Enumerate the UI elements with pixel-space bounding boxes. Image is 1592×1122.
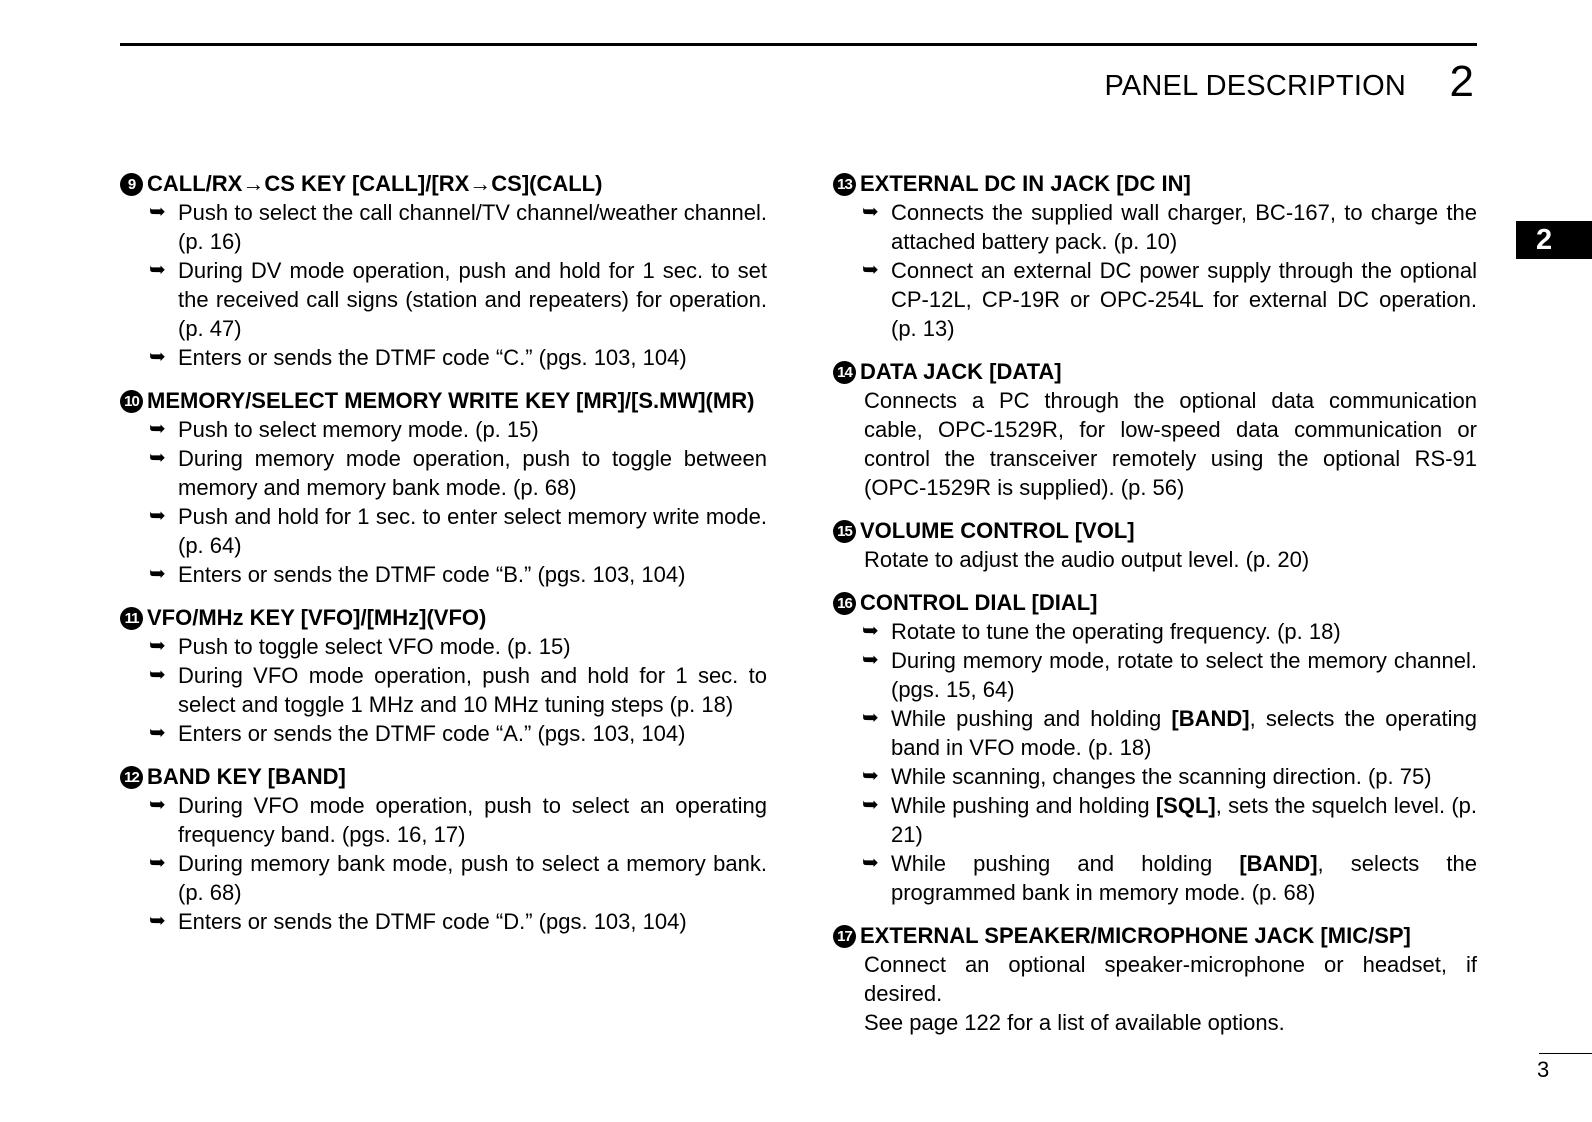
bullet-item xyxy=(833,617,1477,646)
bullet-item xyxy=(833,198,1477,256)
bullet-text: Enters or sends the DTMF code “A.” (pgs. 103, 104) xyxy=(178,721,686,746)
bullet-text: While pushing and holding xyxy=(891,793,1156,818)
bullet-item xyxy=(833,704,1477,762)
bullet-item xyxy=(120,343,767,372)
bullet-text: Enters or sends the DTMF code “B.” (pgs. 103, 104) xyxy=(178,562,686,587)
left-column xyxy=(120,169,767,950)
bullet-text: During memory bank mode, push to select a memory bank. (p. 68) xyxy=(178,851,767,905)
bullet-text: Push and hold for 1 sec. to enter select memory write mode. (p. 64) xyxy=(178,504,767,558)
section-band-key xyxy=(120,762,767,936)
bullet-text: , selects the programmed bank in memory mode. (p. 68) xyxy=(891,851,1478,905)
bullet-item xyxy=(833,646,1477,704)
bullet-item xyxy=(120,415,767,444)
bullet-item xyxy=(833,849,1477,907)
arrow-icon: ➥ xyxy=(862,259,879,281)
section-title: VFO/MHz KEY [VFO]/[MHz](VFO) xyxy=(147,605,487,630)
bullet-text: During memory mode operation, push to toggle between memory and memory bank mode. (p. 68) xyxy=(178,446,767,500)
section-title: EXTERNAL DC IN JACK [DC IN] xyxy=(860,171,1191,196)
section-heading xyxy=(833,921,1477,950)
bullet-item xyxy=(120,256,767,343)
section-title: PANEL DESCRIPTION xyxy=(1104,70,1406,102)
arrow-icon: ➥ xyxy=(149,635,166,657)
bullet-text: Rotate to tune the operating frequency. (p. 18) xyxy=(891,619,1341,644)
paragraph: Rotate to adjust the audio output level. (p. 20) xyxy=(864,547,1310,572)
arrow-icon: ➥ xyxy=(149,563,166,585)
section-title: CONTROL DIAL [DIAL] xyxy=(860,590,1098,615)
bullet-text: During DV mode operation, push and hold for 1 sec. to set the received call signs (station and repeaters) for operation. (p. 47) xyxy=(178,258,767,341)
bullet-text: During VFO mode operation, push to select an operating frequency band. (pgs. 16, 17) xyxy=(178,793,767,847)
section-dc-in-jack xyxy=(833,169,1477,343)
bullet-text: , sets the squelch level. (p. 21) xyxy=(891,793,1478,847)
bullet-item xyxy=(120,907,767,936)
arrow-icon: ➥ xyxy=(149,505,166,527)
section-title: EXTERNAL SPEAKER/MICROPHONE JACK [MIC/SP] xyxy=(860,923,1411,948)
section-control-dial xyxy=(833,588,1477,907)
arrow-icon: ➥ xyxy=(149,852,166,874)
bullet-item xyxy=(120,444,767,502)
paragraph: Connect an optional speaker-microphone or headset, if desired. xyxy=(864,952,1477,1006)
top-rule xyxy=(120,43,1477,46)
item-number-badge: 10 xyxy=(120,390,143,413)
section-call-key xyxy=(120,169,767,372)
arrow-icon: ➥ xyxy=(149,794,166,816)
arrow-icon: ➥ xyxy=(149,259,166,281)
bullet-text: While pushing and holding xyxy=(891,851,1240,876)
bullet-item xyxy=(120,560,767,589)
bullet-item xyxy=(120,502,767,560)
bullet-text: Connect an external DC power supply through the optional CP-12L, CP-19R or OPC-254L for external DC operation. (p. 13) xyxy=(891,258,1477,341)
arrow-icon: ➥ xyxy=(149,346,166,368)
section-heading xyxy=(833,357,1477,386)
arrow-icon: ➥ xyxy=(862,201,879,223)
bullet-item xyxy=(120,661,767,719)
bullet-item xyxy=(833,762,1477,791)
item-number-badge: 16 xyxy=(833,592,856,615)
bullet-text: Enters or sends the DTMF code “C.” (pgs. 103, 104) xyxy=(178,345,687,370)
arrow-icon: ➥ xyxy=(149,722,166,744)
bullet-item xyxy=(120,198,767,256)
section-mic-sp-jack xyxy=(833,921,1477,1037)
bullet-text: Enters or sends the DTMF code “D.” (pgs. 103, 104) xyxy=(178,909,687,934)
section-title: DATA JACK [DATA] xyxy=(860,359,1062,384)
section-heading xyxy=(120,762,767,791)
bullet-item xyxy=(120,719,767,748)
page-number: 3 xyxy=(1537,1057,1550,1082)
section-title: VOLUME CONTROL [VOL] xyxy=(860,518,1135,543)
arrow-icon: ➥ xyxy=(862,620,879,642)
section-heading xyxy=(120,603,767,632)
chapter-tab: 2 xyxy=(1516,221,1592,259)
section-heading xyxy=(120,169,767,198)
chapter-number: 2 xyxy=(1449,57,1474,106)
paragraph: See page 122 for a list of available options. xyxy=(864,1010,1285,1035)
section-heading xyxy=(120,386,767,415)
key-label: [SQL] xyxy=(1155,793,1216,818)
section-heading xyxy=(833,169,1477,198)
arrow-icon: ➥ xyxy=(862,707,879,729)
key-label: [BAND] xyxy=(1171,706,1250,731)
item-number-badge: 14 xyxy=(833,361,856,384)
section-volume-control xyxy=(833,516,1477,574)
section-heading xyxy=(833,588,1477,617)
bullet-item xyxy=(120,632,767,661)
bullet-text: Connects the supplied wall charger, BC-167, to charge the attached battery pack. (p. 10) xyxy=(891,200,1477,254)
item-number-badge: 12 xyxy=(120,766,143,789)
bullet-item xyxy=(120,791,767,849)
item-number-badge: 13 xyxy=(833,173,856,196)
section-heading xyxy=(833,516,1477,545)
arrow-icon: ➥ xyxy=(149,418,166,440)
bullet-text: While scanning, changes the scanning direction. (p. 75) xyxy=(891,764,1432,789)
arrow-icon: ➥ xyxy=(149,910,166,932)
bullet-text: , selects the operating band in VFO mode. (p. 18) xyxy=(891,706,1477,760)
bullet-item xyxy=(120,849,767,907)
bullet-text: During memory mode, rotate to select the memory channel. (pgs. 15, 64) xyxy=(891,648,1477,702)
arrow-icon: ➥ xyxy=(149,664,166,686)
section-data-jack xyxy=(833,357,1477,502)
item-number-badge: 17 xyxy=(833,925,856,948)
page-number-rule xyxy=(1539,1053,1592,1054)
key-label: [BAND] xyxy=(1239,851,1318,876)
section-title: CALL/RX→CS KEY [CALL]/[RX→CS](CALL) xyxy=(147,171,603,196)
section-vfo-key xyxy=(120,603,767,748)
bullet-text: While pushing and holding xyxy=(891,706,1172,731)
paragraph: Connects a PC through the optional data communication cable, OPC-1529R, for low-speed data communication or control the transceiver remotely using the optional RS-91 (OPC-1529R is supplied). (p. 56) xyxy=(864,388,1477,500)
item-number-badge: 15 xyxy=(833,520,856,543)
bullet-text: Push to toggle select VFO mode. (p. 15) xyxy=(178,634,571,659)
section-title: BAND KEY [BAND] xyxy=(147,764,346,789)
bullet-text: Push to select memory mode. (p. 15) xyxy=(178,417,539,442)
arrow-icon: ➥ xyxy=(862,794,879,816)
item-number-badge: 9 xyxy=(120,173,143,196)
bullet-text: During VFO mode operation, push and hold for 1 sec. to select and toggle 1 MHz and 10 MHz tuning steps (p. 18) xyxy=(178,663,767,717)
bullet-text: Push to select the call channel/TV channel/weather channel. (p. 16) xyxy=(178,200,767,254)
section-title: MEMORY/SELECT MEMORY WRITE KEY [MR]/[S.MW](MR) xyxy=(147,388,755,413)
arrow-icon: ➥ xyxy=(862,649,879,671)
section-memory-key xyxy=(120,386,767,589)
item-number-badge: 11 xyxy=(120,607,143,630)
arrow-icon: ➥ xyxy=(149,201,166,223)
bullet-item xyxy=(833,791,1477,849)
arrow-icon: ➥ xyxy=(862,852,879,874)
arrow-icon: ➥ xyxy=(149,447,166,469)
arrow-icon: ➥ xyxy=(862,765,879,787)
right-column xyxy=(833,169,1477,1051)
bullet-item xyxy=(833,256,1477,343)
